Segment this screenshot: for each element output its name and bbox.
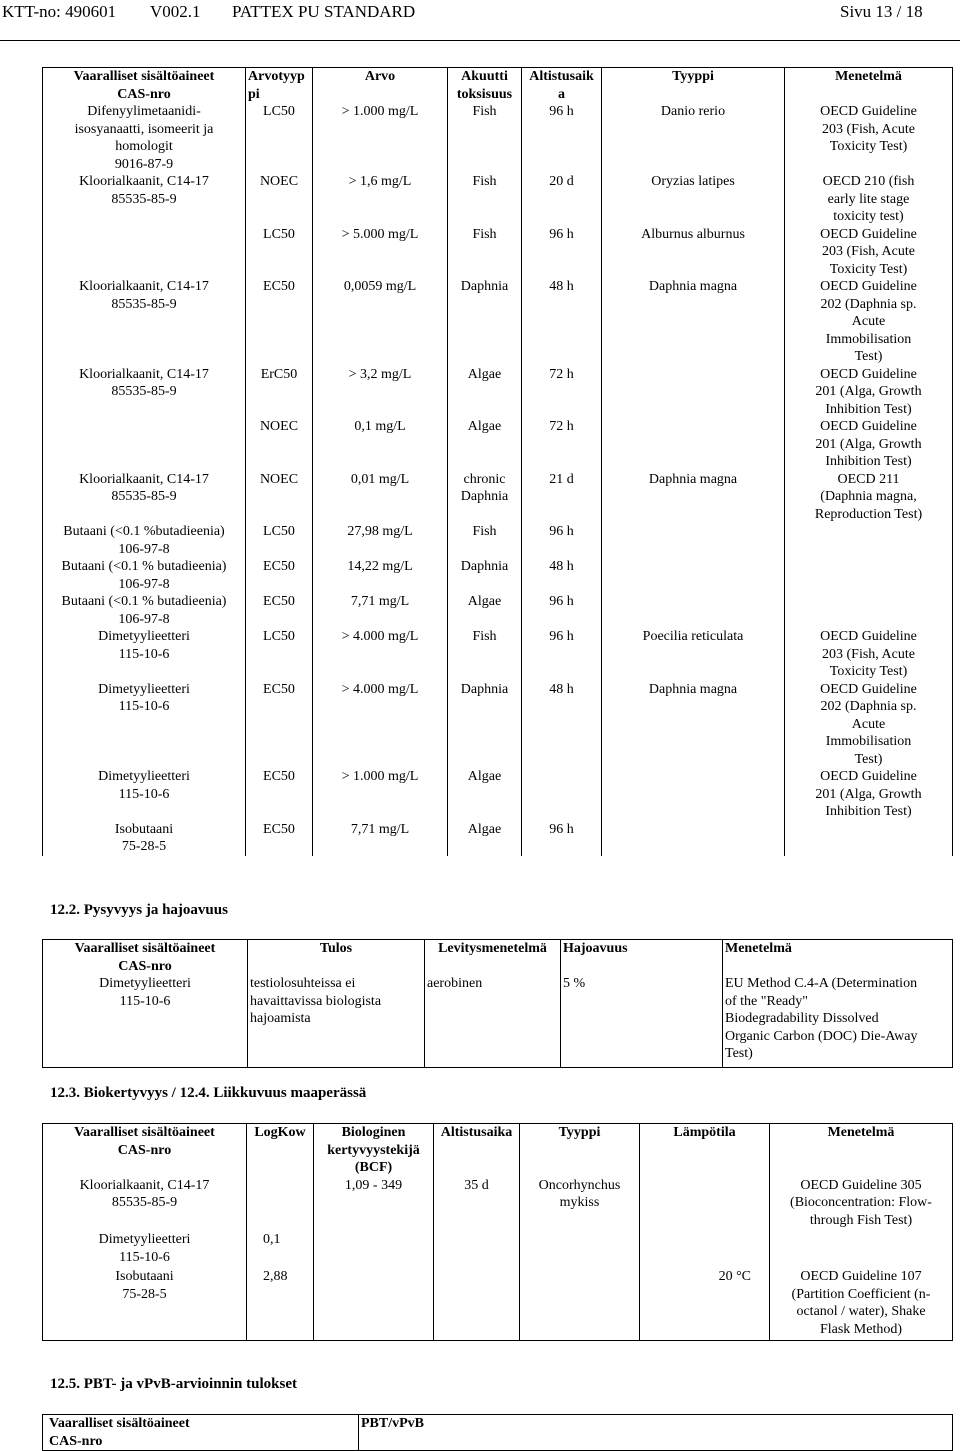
cell-method: OECD Guideline 305 (Bioconcentration: Flow- through Fish Test) bbox=[770, 1177, 953, 1232]
col-exposure-time: Altistusaika bbox=[434, 1124, 520, 1177]
table-row bbox=[43, 173, 953, 226]
cell-value: 0,01 mg/L bbox=[313, 471, 448, 524]
cell-exposure-time: 96 h bbox=[522, 103, 602, 173]
cell-exposure-time: 96 h bbox=[522, 523, 602, 558]
cell-value: 7,71 mg/L bbox=[313, 821, 448, 856]
section-heading-12-2: 12.2. Pysyvyys ja hajoavuus bbox=[50, 902, 228, 918]
cell-acute-toxicity: Algae bbox=[448, 768, 522, 821]
cell-substance: Dimetyylieetteri 115-10-6 bbox=[43, 681, 246, 769]
cell-method: OECD Guideline 203 (Fish, Acute Toxicity Test) bbox=[785, 226, 953, 279]
col-substance: Vaaralliset sisältöaineet CAS-nro bbox=[43, 68, 246, 104]
cell-substance: Kloorialkaanit, C14-17 85535-85-9 bbox=[43, 278, 246, 366]
cell-exposure-time: 96 h bbox=[522, 821, 602, 856]
cell-value-type: EC50 bbox=[246, 681, 313, 769]
cell-logkow: 2,88 bbox=[247, 1268, 314, 1341]
cell-logkow bbox=[247, 1177, 314, 1232]
cell-exposure-time: 21 d bbox=[522, 471, 602, 524]
table-row bbox=[43, 975, 953, 1067]
cell-value: 27,98 mg/L bbox=[313, 523, 448, 558]
cell-substance: Dimetyylieetteri 115-10-6 bbox=[43, 628, 246, 681]
cell-method: OECD Guideline 201 (Alga, Growth Inhibition Test) bbox=[785, 366, 953, 419]
section-heading-12-5: 12.5. PBT- ja vPvB-arvioinnin tulokset bbox=[50, 1376, 297, 1392]
col-bcf: Biologinen kertyvyystekijä (BCF) bbox=[314, 1124, 434, 1177]
table-row bbox=[43, 278, 953, 366]
cell-method: OECD Guideline 107 (Partition Coefficient (n- octanol / water), Shake Flask Method) bbox=[770, 1268, 953, 1341]
table-row bbox=[43, 681, 953, 769]
cell-method bbox=[770, 1231, 953, 1268]
toxicity-table bbox=[42, 67, 953, 856]
cell-method: OECD Guideline 201 (Alga, Growth Inhibition Test) bbox=[785, 418, 953, 471]
cell-exposure-time: 72 h bbox=[522, 366, 602, 419]
cell-acute-toxicity: Algae bbox=[448, 593, 522, 628]
table-row bbox=[43, 226, 953, 279]
cell-method bbox=[785, 523, 953, 558]
cell-value-type: NOEC bbox=[246, 471, 313, 524]
cell-method: EU Method C.4-A (Determination of the "Ready" Biodegradability Dissolved Organic Carbon (DOC) Die-Away Test) bbox=[723, 975, 953, 1067]
table-row bbox=[43, 768, 953, 821]
cell-substance: Dimetyylieetteri 115-10-6 bbox=[43, 1231, 247, 1268]
cell-exposure-time bbox=[434, 1231, 520, 1268]
cell-exposure-time: 48 h bbox=[522, 558, 602, 593]
cell-type: Daphnia magna bbox=[602, 471, 785, 524]
cell-method: OECD Guideline 203 (Fish, Acute Toxicity Test) bbox=[785, 628, 953, 681]
cell-value: > 4.000 mg/L bbox=[313, 681, 448, 769]
col-type: Tyyppi bbox=[520, 1124, 640, 1177]
persistence-table bbox=[42, 939, 953, 1068]
cell-value-type: EC50 bbox=[246, 593, 313, 628]
cell-exposure-time: 35 d bbox=[434, 1177, 520, 1232]
cell-temperature bbox=[640, 1177, 770, 1232]
cell-acute-toxicity: Algae bbox=[448, 418, 522, 471]
table-row bbox=[43, 821, 953, 856]
cell-substance: Butaani (<0.1 % butadieenia) 106-97-8 bbox=[43, 593, 246, 628]
cell-value-type: LC50 bbox=[246, 103, 313, 173]
cell-value: > 4.000 mg/L bbox=[313, 628, 448, 681]
cell-value-type: ErC50 bbox=[246, 366, 313, 419]
page-header bbox=[0, 0, 960, 28]
cell-value-type: EC50 bbox=[246, 768, 313, 821]
table-row bbox=[43, 103, 953, 173]
cell-substance: Kloorialkaanit, C14-17 85535-85-9 bbox=[43, 366, 246, 419]
cell-value: 7,71 mg/L bbox=[313, 593, 448, 628]
cell-bcf: 1,09 - 349 bbox=[314, 1177, 434, 1232]
cell-exposure-time: 96 h bbox=[522, 628, 602, 681]
cell-exposure-time: 48 h bbox=[522, 681, 602, 769]
col-logkow: LogKow bbox=[247, 1124, 314, 1177]
bioaccumulation-table bbox=[42, 1123, 953, 1341]
col-method: Menetelmä bbox=[785, 68, 953, 104]
cell-substance: Difenyylimetaanidi- isosyanaatti, isomeerit ja homologit 9016-87-9 bbox=[43, 103, 246, 173]
cell-type: Daphnia magna bbox=[602, 681, 785, 769]
section-heading-12-3: 12.3. Biokertyvyys / 12.4. Liikkuvuus maaperässä bbox=[50, 1085, 367, 1101]
cell-result: testiolosuhteissa ei havaittavissa biologista hajoamista bbox=[248, 975, 425, 1067]
col-result: Tulos bbox=[248, 940, 425, 976]
cell-acute-toxicity: Fish bbox=[448, 226, 522, 279]
cell-value: 0,1 mg/L bbox=[313, 418, 448, 471]
table-row bbox=[43, 593, 953, 628]
col-substance: Vaaralliset sisältöaineet CAS-nro bbox=[43, 940, 248, 976]
cell-degradability: 5 % bbox=[561, 975, 723, 1067]
cell-value: > 5.000 mg/L bbox=[313, 226, 448, 279]
table-row bbox=[43, 1231, 953, 1268]
bioaccumulation-table-body bbox=[43, 1177, 953, 1341]
cell-type: Poecilia reticulata bbox=[602, 628, 785, 681]
cell-type: Oryzias latipes bbox=[602, 173, 785, 226]
cell-exposure-time: 72 h bbox=[522, 418, 602, 471]
cell-value-type: EC50 bbox=[246, 278, 313, 366]
cell-temperature: 20 °C bbox=[640, 1268, 770, 1341]
cell-type bbox=[602, 593, 785, 628]
persistence-table-body bbox=[43, 975, 953, 1067]
cell-method bbox=[785, 593, 953, 628]
cell-exposure-time: 20 d bbox=[522, 173, 602, 226]
cell-method bbox=[785, 558, 953, 593]
cell-acute-toxicity: Daphnia bbox=[448, 558, 522, 593]
cell-method: OECD Guideline 201 (Alga, Growth Inhibition Test) bbox=[785, 768, 953, 821]
col-value-type: Arvotyyp pi bbox=[246, 68, 313, 104]
cell-acute-toxicity: Fish bbox=[448, 628, 522, 681]
col-substance: Vaaralliset sisältöaineet CAS-nro bbox=[43, 1124, 247, 1177]
cell-substance bbox=[43, 226, 246, 279]
cell-value-type: NOEC bbox=[246, 173, 313, 226]
table-row bbox=[43, 418, 953, 471]
cell-acute-toxicity: Daphnia bbox=[448, 278, 522, 366]
product-name: PATTEX PU STANDARD bbox=[232, 2, 416, 21]
cell-exposure-time bbox=[434, 1268, 520, 1341]
cell-substance: Isobutaani 75-28-5 bbox=[43, 821, 246, 856]
cell-acute-toxicity: Algae bbox=[448, 821, 522, 856]
cell-acute-toxicity: chronic Daphnia bbox=[448, 471, 522, 524]
table-row bbox=[43, 471, 953, 524]
cell-substance: Dimetyylieetteri 115-10-6 bbox=[43, 975, 248, 1067]
header-divider bbox=[0, 40, 960, 41]
cell-acute-toxicity: Fish bbox=[448, 103, 522, 173]
version: V002.1 bbox=[150, 2, 201, 21]
table-row bbox=[43, 1177, 953, 1232]
table-row bbox=[43, 628, 953, 681]
col-method: Menetelmä bbox=[770, 1124, 953, 1177]
cell-value: > 3,2 mg/L bbox=[313, 366, 448, 419]
cell-value: 0,0059 mg/L bbox=[313, 278, 448, 366]
cell-substance: Kloorialkaanit, C14-17 85535-85-9 bbox=[43, 471, 246, 524]
col-substance: Vaaralliset sisältöaineet CAS-nro bbox=[43, 1415, 359, 1451]
cell-type bbox=[602, 418, 785, 471]
toxicity-table-body bbox=[43, 103, 953, 856]
cell-type bbox=[602, 768, 785, 821]
cell-type bbox=[602, 821, 785, 856]
pbt-table bbox=[42, 1414, 953, 1451]
cell-logkow: 0,1 bbox=[247, 1231, 314, 1268]
table-row bbox=[43, 523, 953, 558]
cell-value-type: EC50 bbox=[246, 558, 313, 593]
cell-value: 14,22 mg/L bbox=[313, 558, 448, 593]
cell-bcf bbox=[314, 1268, 434, 1341]
cell-type: Oncorhynchus mykiss bbox=[520, 1177, 640, 1232]
cell-substance bbox=[43, 418, 246, 471]
col-pbt-vpvb: PBT/vPvB bbox=[359, 1415, 953, 1451]
cell-type: Alburnus alburnus bbox=[602, 226, 785, 279]
cell-application-method: aerobinen bbox=[425, 975, 561, 1067]
cell-acute-toxicity: Daphnia bbox=[448, 681, 522, 769]
cell-type bbox=[520, 1268, 640, 1341]
cell-value-type: NOEC bbox=[246, 418, 313, 471]
cell-value: > 1.000 mg/L bbox=[313, 103, 448, 173]
col-method: Menetelmä bbox=[723, 940, 953, 976]
cell-exposure-time: 96 h bbox=[522, 226, 602, 279]
cell-exposure-time: 48 h bbox=[522, 278, 602, 366]
cell-method: OECD Guideline 202 (Daphnia sp. Acute Immobilisation Test) bbox=[785, 681, 953, 769]
cell-substance: Kloorialkaanit, C14-17 85535-85-9 bbox=[43, 173, 246, 226]
cell-method: OECD Guideline 203 (Fish, Acute Toxicity Test) bbox=[785, 103, 953, 173]
table-row bbox=[43, 366, 953, 419]
cell-exposure-time: 96 h bbox=[522, 593, 602, 628]
toxicity-table-header bbox=[43, 68, 953, 104]
cell-method: OECD Guideline 202 (Daphnia sp. Acute Immobilisation Test) bbox=[785, 278, 953, 366]
ktt-number: KTT-no: 490601 bbox=[2, 2, 117, 21]
cell-type: Daphnia magna bbox=[602, 278, 785, 366]
cell-exposure-time bbox=[522, 768, 602, 821]
cell-substance: Isobutaani 75-28-5 bbox=[43, 1268, 247, 1341]
table-row bbox=[43, 1268, 953, 1341]
cell-type bbox=[520, 1231, 640, 1268]
cell-acute-toxicity: Fish bbox=[448, 173, 522, 226]
page-number: Sivu 13 / 18 bbox=[840, 2, 923, 21]
cell-substance: Butaani (<0.1 % butadieenia) 106-97-8 bbox=[43, 558, 246, 593]
col-acute-toxicity: Akuutti toksisuus bbox=[448, 68, 522, 104]
cell-substance: Kloorialkaanit, C14-17 85535-85-9 bbox=[43, 1177, 247, 1232]
col-application-method: Levitysmenetelmä bbox=[425, 940, 561, 976]
cell-acute-toxicity: Algae bbox=[448, 366, 522, 419]
cell-method bbox=[785, 821, 953, 856]
cell-substance: Butaani (<0.1 %butadieenia) 106-97-8 bbox=[43, 523, 246, 558]
table-row bbox=[43, 558, 953, 593]
col-type: Tyyppi bbox=[602, 68, 785, 104]
cell-acute-toxicity: Fish bbox=[448, 523, 522, 558]
col-degradability: Hajoavuus bbox=[561, 940, 723, 976]
cell-type bbox=[602, 558, 785, 593]
cell-value-type: EC50 bbox=[246, 821, 313, 856]
cell-type bbox=[602, 523, 785, 558]
col-exposure-time: Altistusaik a bbox=[522, 68, 602, 104]
col-temperature: Lämpötila bbox=[640, 1124, 770, 1177]
cell-substance: Dimetyylieetteri 115-10-6 bbox=[43, 768, 246, 821]
cell-type bbox=[602, 366, 785, 419]
cell-value-type: LC50 bbox=[246, 226, 313, 279]
cell-value: > 1.000 mg/L bbox=[313, 768, 448, 821]
cell-method: OECD 210 (fish early lite stage toxicity test) bbox=[785, 173, 953, 226]
cell-value: > 1,6 mg/L bbox=[313, 173, 448, 226]
cell-type: Danio rerio bbox=[602, 103, 785, 173]
cell-value-type: LC50 bbox=[246, 628, 313, 681]
cell-value-type: LC50 bbox=[246, 523, 313, 558]
cell-temperature bbox=[640, 1231, 770, 1268]
col-value: Arvo bbox=[313, 68, 448, 104]
cell-method: OECD 211 (Daphnia magna, Reproduction Test) bbox=[785, 471, 953, 524]
cell-bcf bbox=[314, 1231, 434, 1268]
